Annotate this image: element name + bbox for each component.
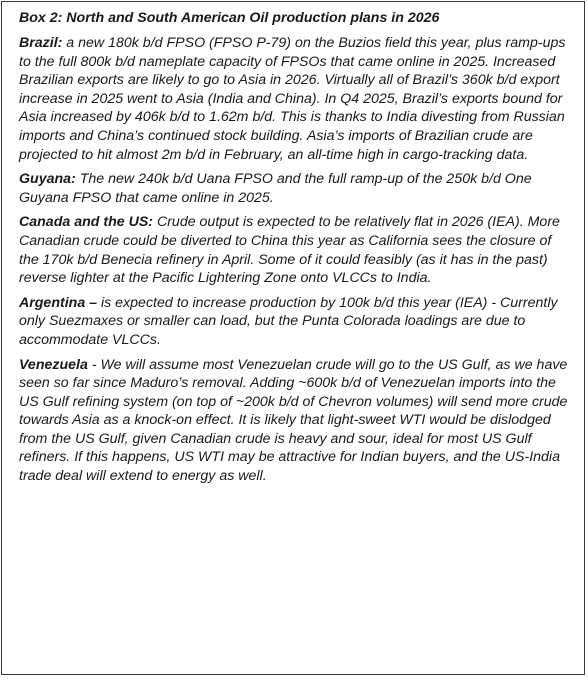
paragraph-lead: Venezuela	[19, 356, 88, 373]
paragraph-text: - We will assume most Venezuelan crude will go to the US Gulf, as we have seen so far since Maduro’s removal. Adding ~600k b/d of Venezuelan imports into the US Gulf refining system (on top of ~200k b/d of Chevron volumes) will send more crude towards Asia as a knock-on effect. It is likely that light-sweet WTI would be dislodged from the US Gulf, given Canadian crude is heavy and sour, ideal for most US Gulf refiners. If this happens, US WTI may be attractive for Indian buyers, and the US-India trade deal will extend to energy as well.	[19, 356, 568, 485]
paragraph-lead: Canada and the US:	[19, 214, 154, 231]
paragraph-venezuela	[19, 356, 572, 486]
paragraph-guyana	[19, 170, 572, 207]
paragraph-text: The new 240k b/d Uana FPSO and the full ramp-up of the 250k b/d One Guyana FPSO that came online in 2025.	[19, 171, 532, 206]
box-title: Box 2: North and South American Oil production plans in 2026	[19, 10, 440, 26]
paragraph-canada-us	[19, 213, 572, 287]
paragraph-text: is expected to increase production by 100k b/d this year (IEA) - Currently only Suezmaxes or smaller can load, but the Punta Colorada loadings are due to accommodate VLCCs.	[19, 294, 558, 348]
paragraph-lead: Argentina –	[19, 294, 98, 311]
paragraph-argentina	[19, 294, 572, 350]
paragraph-text: Crude output is expected to be relatively flat in 2026 (IEA). More Canadian crude could be diverted to China this year as California sees the closure of the 170k b/d Benecia refinery in April. Some of it could feasibly (as it has in the past) reverse lighter at the Pacific Lightering Zone onto VLCCs to India.	[19, 214, 560, 287]
paragraph-brazil	[19, 34, 572, 164]
paragraph-lead: Brazil:	[19, 35, 63, 51]
paragraph-text: a new 180k b/d FPSO (FPSO P-79) on the Buzios field this year, plus ramp-ups to the full 800k b/d nameplate capacity of FPSOs that came online in 2025. Increased Brazilian exports are likely to go to Asia in 2026. Virtually all of Brazil’s 360k b/d export increase in 2025 went to Asia (India and China). In Q4 2025, Brazil’s exports bound for Asia increased by 406k b/d to 1.62m b/d. This is thanks to India divesting from Russian imports and China’s continued stock building. Asia’s imports of Brazilian crude are projected to hit almost 2m b/d in February, an all-time high in cargo-tracking data.	[19, 35, 566, 163]
text-box	[1, 1, 585, 675]
paragraph-lead: Guyana:	[19, 171, 76, 188]
